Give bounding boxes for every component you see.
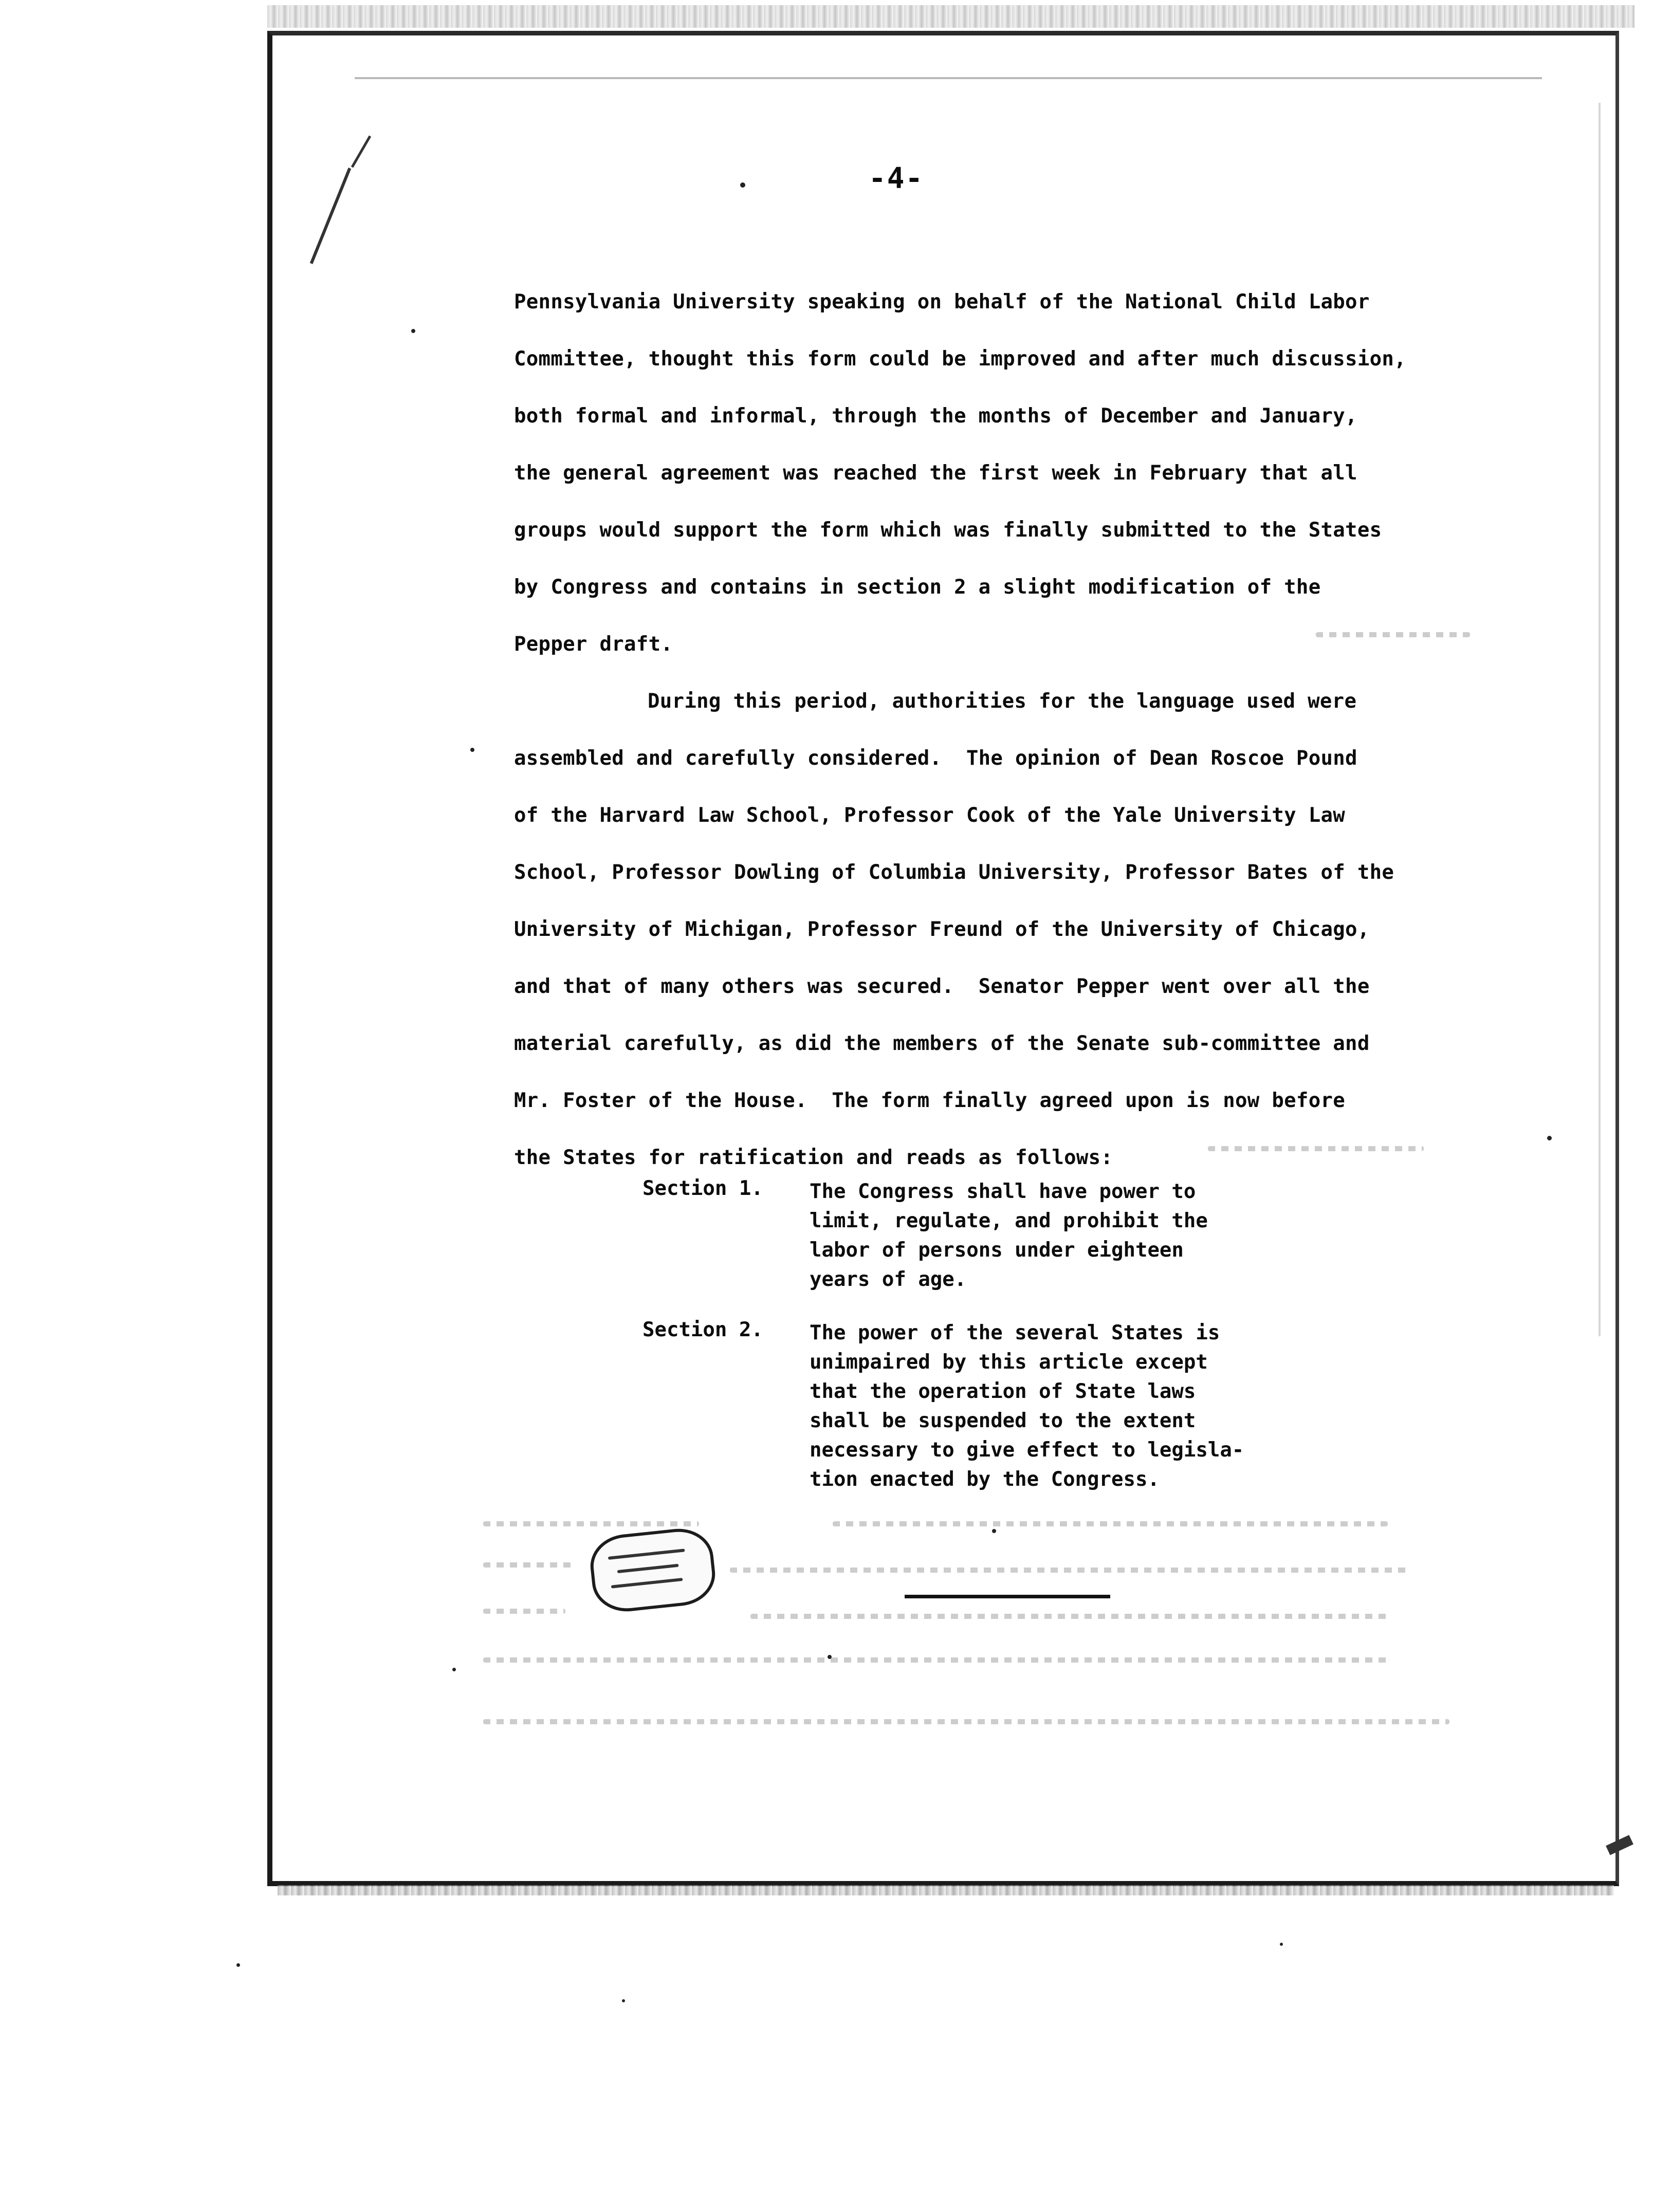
- bleed-through-text: [483, 1719, 1449, 1724]
- section-line: limit, regulate, and prohibit the: [810, 1209, 1208, 1232]
- body-line: assembled and carefully considered. The opinion of Dean Roscoe Pound: [514, 747, 1357, 770]
- body-line: University of Michigan, Professor Freund of the University of Chicago,: [514, 918, 1370, 941]
- section-label: Section 1.: [642, 1177, 763, 1200]
- bleed-through-text: [483, 1657, 1388, 1663]
- bleed-through-text: [730, 1568, 1408, 1573]
- section-label: Section 2.: [642, 1318, 763, 1341]
- speck: [411, 329, 415, 333]
- section-line: shall be suspended to the extent: [810, 1409, 1196, 1432]
- speck: [236, 1963, 240, 1967]
- scan-edge-top: [267, 5, 1634, 28]
- bleed-through-text: [483, 1521, 699, 1526]
- section-line: necessary to give effect to legisla-: [810, 1439, 1244, 1462]
- page-top-rule: [355, 77, 1542, 79]
- speck: [622, 1999, 625, 2002]
- section-line: The power of the several States is: [810, 1321, 1220, 1344]
- body-line: of the Harvard Law School, Professor Cook of the Yale University Law: [514, 804, 1346, 827]
- section-line: tion enacted by the Congress.: [810, 1468, 1160, 1491]
- body-line: material carefully, as did the members of the Senate sub-committee and: [514, 1032, 1370, 1055]
- horizontal-rule: [905, 1595, 1110, 1598]
- body-line: both formal and informal, through the months of December and January,: [514, 404, 1357, 428]
- scan-mark: [1599, 103, 1601, 1336]
- body-line: by Congress and contains in section 2 a slight modification of the: [514, 576, 1321, 599]
- body-line: groups would support the form which was finally submitted to the States: [514, 519, 1382, 542]
- speck: [470, 748, 474, 752]
- speck: [1547, 1136, 1552, 1140]
- body-line: Pennsylvania University speaking on behalf of the National Child Labor: [514, 290, 1370, 314]
- section-line: that the operation of State laws: [810, 1380, 1196, 1403]
- speck: [452, 1668, 456, 1671]
- body-text: [514, 273, 1542, 1186]
- bleed-through-text: [1316, 632, 1470, 637]
- speck: [1280, 1943, 1283, 1946]
- body-line: the general agreement was reached the first week in February that all: [514, 462, 1357, 485]
- body-line: Committee, thought this form could be improved and after much discussion,: [514, 347, 1406, 371]
- bleed-through-text: [483, 1609, 565, 1614]
- speck: [828, 1655, 832, 1659]
- scan-edge-bottom: [278, 1885, 1614, 1895]
- bleed-through-text: [750, 1614, 1388, 1619]
- section-line: years of age.: [810, 1268, 967, 1291]
- body-line: School, Professor Dowling of Columbia University, Professor Bates of the: [514, 861, 1394, 884]
- body-line: the States for ratification and reads as follows:: [514, 1146, 1113, 1169]
- section-line: The Congress shall have power to: [810, 1180, 1196, 1203]
- speck: [992, 1529, 996, 1533]
- section-line: labor of persons under eighteen: [810, 1239, 1184, 1262]
- body-line: Pepper draft.: [514, 633, 673, 656]
- section-text: [810, 1318, 1324, 1494]
- bleed-through-text: [483, 1562, 576, 1568]
- body-line: and that of many others was secured. Senator Pepper went over all the: [514, 975, 1370, 998]
- section-line: unimpaired by this article except: [810, 1351, 1208, 1374]
- speck: [740, 182, 745, 188]
- bleed-through-text: [833, 1521, 1388, 1526]
- page-number: -4-: [869, 162, 924, 195]
- body-line: Mr. Foster of the House. The form finally agreed upon is now before: [514, 1089, 1346, 1112]
- section-text: [810, 1177, 1324, 1294]
- body-line: During this period, authorities for the language used were: [648, 690, 1357, 713]
- bleed-through-text: [1208, 1146, 1424, 1151]
